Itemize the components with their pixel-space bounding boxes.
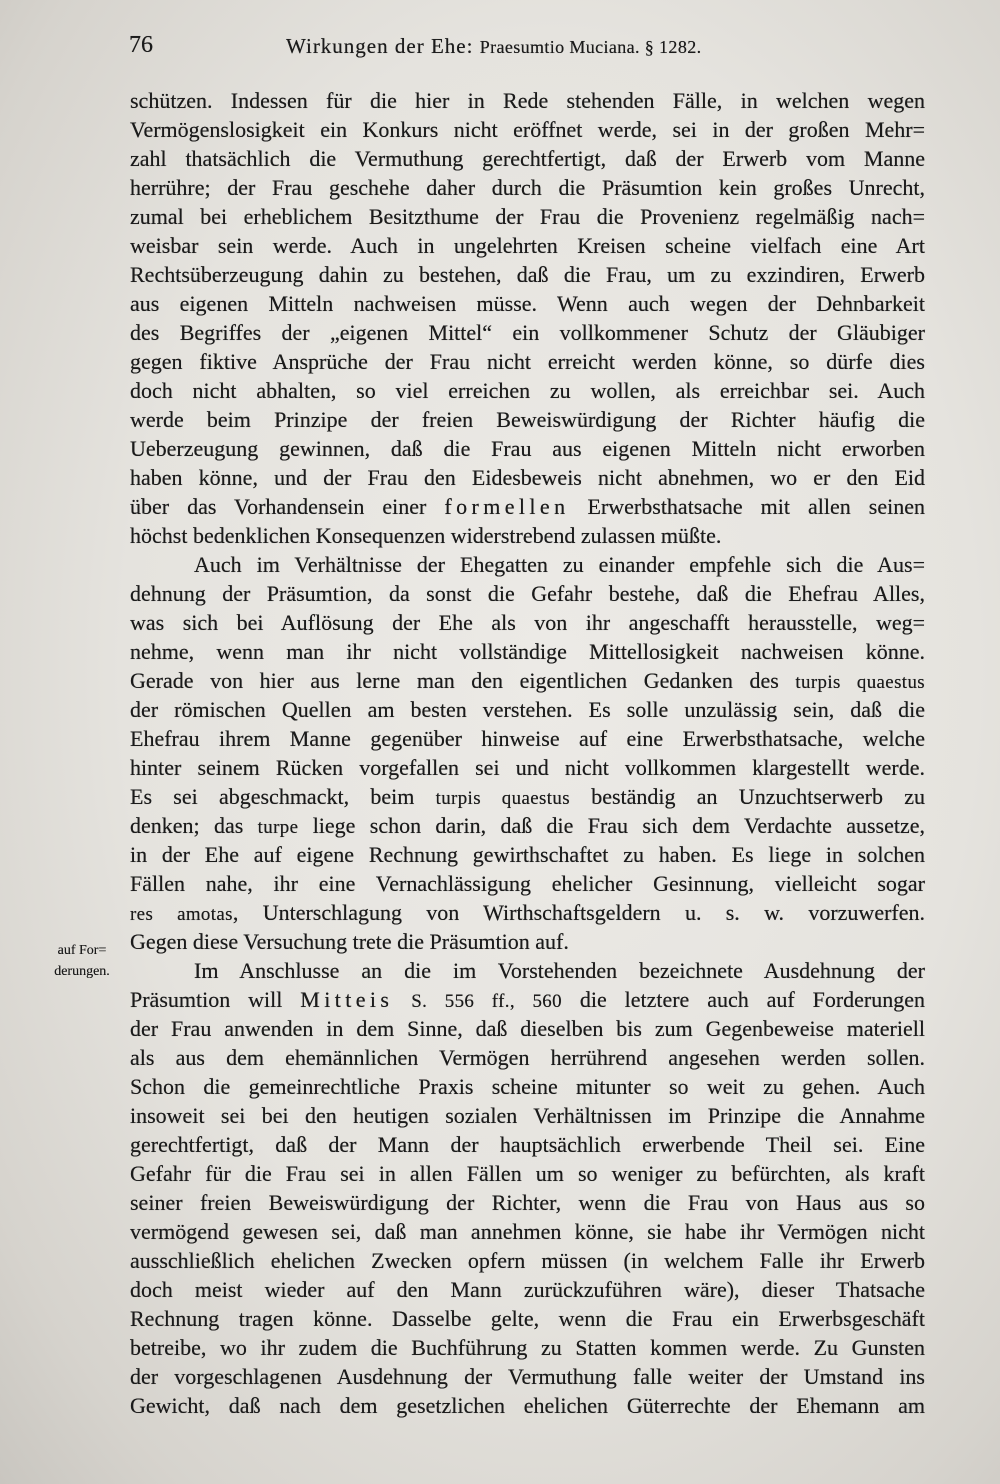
text-segment: Gerade von hier aus lerne man den eigentlichen Gedanken des [130,668,796,693]
latin-term: turpis quaestus [435,788,570,809]
text-line: Vermögenslosigkeit ein Konkurs nicht eröffnet werde, sei in der großen Mehr= [130,117,925,142]
text-segment: die letztere auch auf Forderungen [561,987,926,1012]
text-line: Ehefrau ihrem Manne gegenüber hinweise auf eine Erwerbsthatsache, welche [130,726,925,751]
text-line: der Frau anwenden in dem Sinne, daß dieselben bis zum Gegenbeweise materiell [130,1016,925,1041]
running-title-section: Praesumtio Muciana. § 1282. [479,37,702,57]
text-line: weisbar sein werde. Auch in ungelehrten Kreisen scheine vielfach eine Art [130,233,925,258]
latin-term: turpis quaestus [795,672,926,693]
text-line: betreibe, wo ihr zudem die Buchführung zu Statten kommen werde. Zu Gunsten [130,1335,925,1360]
text-line [130,666,925,695]
text-line: höchst bedenklichen Konsequenzen widerstrebend zulassen müßte. [130,523,722,548]
text-segment: über das Vorhandensein einer [130,494,445,519]
text-segment: Es sei abgeschmackt, beim [130,784,436,809]
text-line: zumal bei erheblichem Besitzthume der Frau die Provenienz regelmäßig nach= [130,204,925,229]
text-line: des Begriffes der „eigenen Mittel“ ein vollkommener Schutz der Gläubiger [130,320,925,345]
text-line: doch nicht abhalten, so viel erreichen zu wollen, als erreichbar sei. Auch [130,378,925,403]
text-line: dehnung der Präsumtion, da sonst die Gefahr bestehe, daß die Ehefrau Alles, [130,581,925,606]
text-line: Gewicht, daß nach dem gesetzlichen ehelichen Güterrechte der Ehemann am [130,1393,925,1418]
text-line: Im Anschlusse an die im Vorstehenden bezeichnete Ausdehnung der [194,958,925,983]
text-segment: , Unterschlagung von Wirthschaftsgeldern u. s. w. vorzuwerfen. [232,900,925,925]
text-line: werde beim Prinzipe der freien Beweiswürdigung der Richter häufig die [130,407,925,432]
latin-term: turpe [257,817,299,838]
spaced-emphasis: Mitteis [300,987,394,1012]
text-segment: liege schon darin, daß die Frau sich dem Verdachte aussetze, [298,813,926,838]
text-line: der vorgeschlagenen Ausdehnung der Vermuthung falle weiter der Umstand ins [130,1364,925,1389]
margin-note-line: auf For= [57,943,107,958]
spaced-emphasis: formellen [444,494,570,519]
text-line: hinter seinem Rücken vorgefallen sei und nicht vollkommen klargestellt werde. [130,755,925,780]
text-line: Rechtsüberzeugung dahin zu bestehen, daß die Frau, um zu exzindiren, Erwerb [130,262,925,287]
text-line: ausschließlich ehelichen Zwecken opfern müssen (in welchem Falle ihr Erwerb [130,1248,925,1273]
running-title [286,31,701,62]
text-line: doch meist wieder auf den Mann zurückzuführen wäre), dieser Thatsache [130,1277,925,1302]
text-line: was sich bei Auflösung der Ehe als von ihr angeschafft herausstelle, weg= [130,610,925,635]
text-line: Fällen nahe, ihr eine Vernachlässigung ehelicher Gesinnung, vielleicht sogar [130,871,925,896]
paragraph [130,86,925,550]
text-line [130,898,925,927]
text-line: herrühre; der Frau geschehe daher durch die Präsumtion kein großes Unrecht, [130,175,925,200]
text-line: in der Ehe auf eigene Rechnung gewirthschaftet zu haben. Es liege in solchen [130,842,925,867]
paragraph [130,956,925,1420]
text-line [130,811,925,840]
paragraph [130,550,925,956]
running-title-main: Wirkungen der Ehe: [286,34,474,58]
text-line: Auch im Verhältnisse der Ehegatten zu einander empfehle sich die Aus= [194,552,925,577]
text-line [130,492,925,521]
text-segment [393,987,411,1012]
text-line: Gegen diese Versuchung trete die Präsumtion auf. [130,929,569,954]
text-line: gerechtfertigt, daß der Mann der hauptsächlich erwerbende Theil sei. Eine [130,1132,925,1157]
text-line: aus eigenen Mitteln nachweisen müsse. Wenn auch wegen der Dehnbarkeit [130,291,925,316]
latin-term: S. 556 ff., 560 [411,991,562,1012]
text-line: haben könne, und der Frau den Eidesbeweis nicht abnehmen, wo er den Eid [130,465,925,490]
text-line: Gefahr für die Frau sei in allen Fällen um so weniger zu befürchten, als kraft [130,1161,925,1186]
body-text [130,86,925,1420]
text-line: schützen. Indessen für die hier in Rede stehenden Fälle, in welchen wegen [130,88,925,113]
text-line: zahl thatsächlich die Vermuthung gerechtfertigt, daß der Erwerb vom Manne [130,146,925,171]
page-number: 76 [129,32,153,58]
latin-term: res amotas [130,904,233,925]
text-segment: denken; das [130,813,258,838]
text-line [130,782,925,811]
text-line: nehme, wenn man ihr nicht vollständige Mittellosigkeit nachweisen könne. [130,639,925,664]
text-line: Ueberzeugung gewinnen, daß die Frau aus eigenen Mitteln nicht erworben [130,436,925,461]
text-line: seiner freien Beweiswürdigung der Richter, wenn die Frau von Haus aus so [130,1190,925,1215]
text-line: Rechnung tragen könne. Dasselbe gelte, wenn die Frau ein Erwerbsgeschäft [130,1306,925,1331]
text-line: insoweit sei bei den heutigen sozialen Verhältnissen im Prinzipe die Annahme [130,1103,925,1128]
text-line: der römischen Quellen am besten verstehen. Es solle unzulässig sein, daß die [130,697,925,722]
text-segment: Erwerbsthatsache mit allen seinen [569,494,925,519]
margin-note [42,940,122,982]
text-line: vermögend gewesen sei, daß man annehmen könne, sie habe ihr Vermögen nicht [130,1219,925,1244]
text-line [130,985,925,1014]
text-line: Schon die gemeinrechtliche Praxis scheine mitunter so weit zu gehen. Auch [130,1074,925,1099]
text-line: gegen fiktive Ansprüche der Frau nicht erreicht werden könne, so dürfe dies [130,349,925,374]
margin-note-line: derungen. [54,964,110,979]
text-segment: Präsumtion will [130,987,301,1012]
text-segment: beständig an Unzuchtserwerb zu [569,784,925,809]
text-line: als aus dem ehemännlichen Vermögen herrührend angesehen werden sollen. [130,1045,925,1070]
